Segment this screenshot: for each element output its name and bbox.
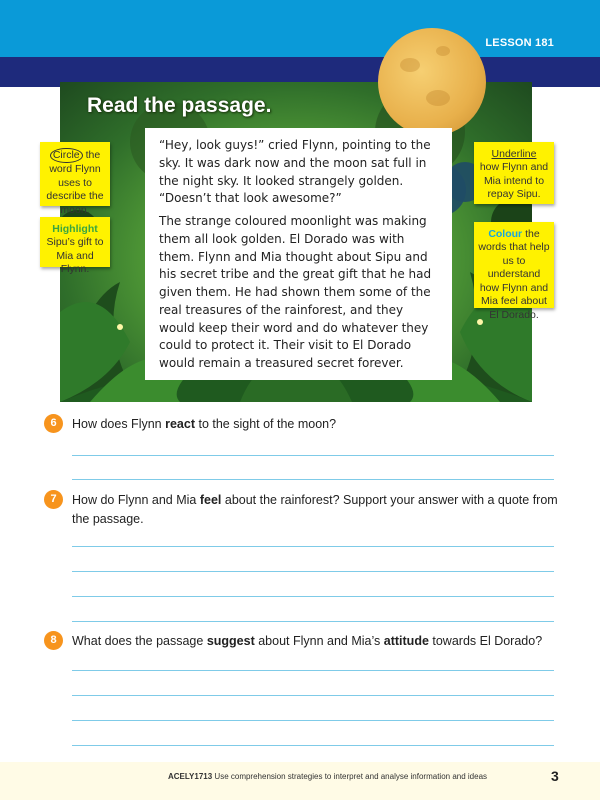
- sticky-note-highlight: [40, 217, 110, 276]
- answer-line[interactable]: [72, 571, 554, 572]
- colour-instruction: the words that help us to understand how Flynn and Mia feel about El Dorado.: [478, 228, 550, 321]
- full-moon-image: [378, 28, 486, 136]
- question-keyword: suggest: [206, 634, 255, 648]
- question-text: How do Flynn and Mia feel about the rainforest? Support your answer with a quote from the passage.: [72, 493, 558, 526]
- answer-line[interactable]: [72, 479, 554, 480]
- circle-keyword: Circle: [50, 148, 83, 163]
- question-number-badge: 8: [44, 631, 63, 650]
- sticky-note-circle: [40, 142, 110, 216]
- sticky-note-colour: [474, 222, 554, 321]
- footer-band: [0, 762, 600, 800]
- answer-line[interactable]: [72, 745, 554, 746]
- answer-line[interactable]: [72, 455, 554, 456]
- answer-line[interactable]: [72, 621, 554, 622]
- top-banner: [0, 0, 600, 62]
- curriculum-code: ACELY1713 Use comprehension strategies to interpret and analyse information and ideas: [168, 772, 488, 781]
- answer-line[interactable]: [72, 720, 554, 721]
- question-keyword: attitude: [383, 634, 429, 648]
- answer-line[interactable]: [72, 695, 554, 696]
- activity-heading: Read the passage.: [87, 94, 272, 117]
- highlight-keyword: Highlight: [52, 223, 98, 235]
- reading-passage: [145, 128, 452, 380]
- question-number-badge: 6: [44, 414, 63, 433]
- underline-keyword: Underline: [491, 148, 537, 160]
- question-keyword: react: [165, 417, 195, 431]
- circle-instruction: the word Flynn uses to describe the moon.: [46, 149, 104, 216]
- underline-instruction: how Flynn and Mia intend to repay Sipu.: [479, 161, 549, 201]
- answer-line[interactable]: [72, 546, 554, 547]
- answer-line[interactable]: [72, 670, 554, 671]
- question-keyword: feel: [199, 493, 222, 507]
- highlight-instruction: Sipu’s gift to Mia and Flynn.: [46, 236, 104, 276]
- sticky-note-underline: [474, 142, 554, 204]
- colour-keyword: Colour: [488, 228, 523, 240]
- page-number: 3: [551, 768, 559, 784]
- answer-line[interactable]: [72, 596, 554, 597]
- lesson-label: LESSON 181: [485, 37, 554, 49]
- question-text: What does the passage suggest about Flynn and Mia’s attitude towards El Dorado?: [72, 634, 543, 648]
- passage-paragraph: The strange coloured moonlight was making them all look golden. El Dorado was with them. Flynn and Mia thought about Sipu and his secret tribe and the great gift that he had given them. He had shown them some of the real treasures of the rainforest, and they would keep their word and do whatever they could to protect it. Their visit to El Dorado would remain a treasured secret forever.: [159, 214, 432, 370]
- question-number-badge: 7: [44, 490, 63, 509]
- question-text: How does Flynn react to the sight of the moon?: [72, 417, 337, 431]
- passage-paragraph: “Hey, look guys!” cried Flynn, pointing to the sky. It was dark now and the moon sat full in the night sky. It looked strangely golden. “Doesn’t that look awesome?”: [159, 138, 431, 206]
